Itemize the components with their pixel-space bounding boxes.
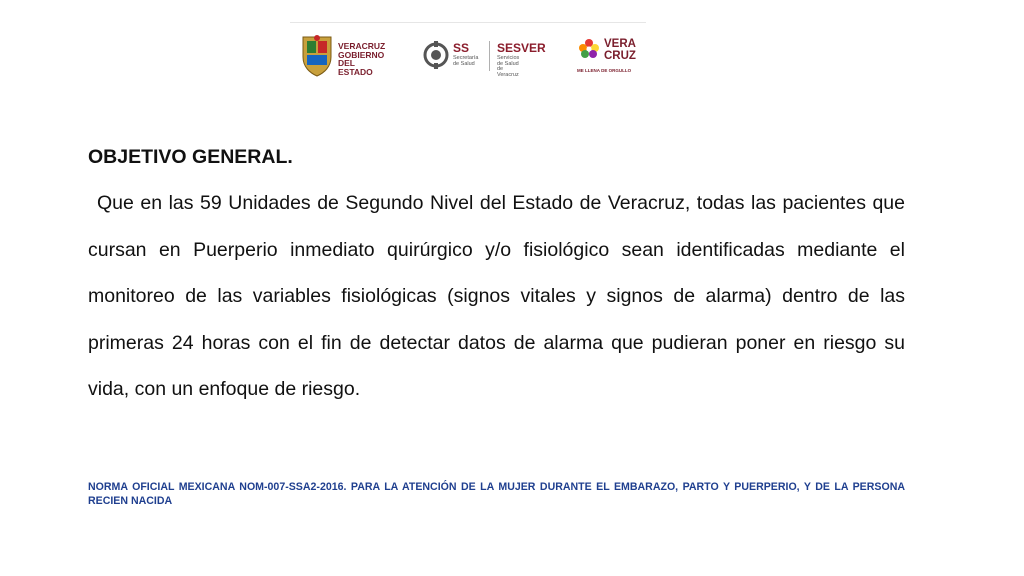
veracruz-gobierno-text <box>338 42 385 76</box>
veracruz-brand-line1: VERA <box>604 38 636 50</box>
logo-line: de Veracruz <box>497 66 519 78</box>
veracruz-flower-icon <box>576 33 602 67</box>
ss-emblem-icon <box>423 33 449 77</box>
veracruz-coat-of-arms-icon <box>300 33 334 77</box>
logo-line: DEL ESTADO <box>338 58 373 77</box>
norma-reference: NORMA OFICIAL MEXICANA NOM-007-SSA2-2016. PARA LA ATENCIÓN DE LA MUJER DURANTE EL EMBARAZO, PARTO Y PUERPERIO, Y DE LA PERSONA RECIEN NACIDA <box>88 481 905 507</box>
logo-line: GOBIERNO <box>338 49 385 60</box>
ss-subtitle <box>453 56 478 67</box>
header-logo-bar <box>290 22 646 85</box>
logo-line: Secretaría <box>453 55 479 61</box>
veracruz-brand-tagline: ME LLENA DE ORGULLO <box>577 68 632 73</box>
logo-divider <box>489 41 490 71</box>
ss-mark: SS <box>453 41 470 55</box>
logo-line: de Salud <box>453 60 475 67</box>
logo-line: VERACRUZ <box>338 41 386 51</box>
objective-paragraph: Que en las 59 Unidades de Segundo Nivel del Estado de Veracruz, todas las pacientes que cursan en Puerperio inmediato quirúrgico y/o fisiológico sean identificadas mediante el monitoreo de las variables fisiológicas (signos vitales y signos de alarma) dentro de las primeras 24 horas con el fin de detectar datos de alarma que pudieran poner en riesgo su vida, con un enfoque de riesgo. <box>88 192 905 400</box>
sesver-mark: SESVER <box>497 41 546 55</box>
veracruz-brand-line2: CRUZ <box>604 50 636 62</box>
logo-line: Servicios de Salud <box>497 55 520 67</box>
sesver-subtitle <box>497 56 519 78</box>
section-title: OBJETIVO GENERAL. <box>88 146 293 168</box>
